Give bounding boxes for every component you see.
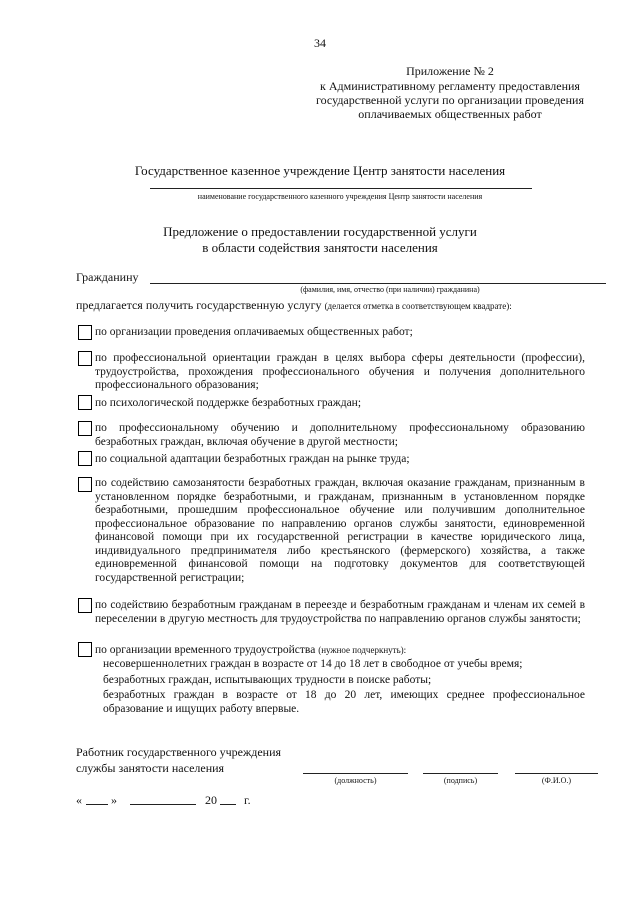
date-open-quote: «	[76, 793, 82, 807]
temporary-employment-item[interactable]: безработных граждан, испытывающих трудности в поиске работы;	[103, 674, 432, 686]
checkbox-self-employment[interactable]	[78, 477, 92, 492]
option-professional-training: по профессиональному обучению и дополнительному профессиональному образованию безработных граждан, включая обучение в другой местности;	[95, 422, 585, 448]
option-relocation: по содействию безработным гражданам в переезде и безработным гражданам и членам их семей в переселении в другую местность для трудоустройства по направлению органов службы занятости;	[95, 599, 585, 625]
checkbox-public-works[interactable]	[78, 325, 92, 340]
date-year-suffix: г.	[244, 793, 251, 807]
appendix-line: оплачиваемых общественных работ	[358, 107, 542, 121]
appendix-line: государственной услуги по организации проведения	[315, 93, 584, 107]
date-close-quote: »	[111, 793, 117, 807]
worker-label: службы занятости населения	[76, 761, 225, 775]
checkbox-social-adaptation[interactable]	[78, 451, 92, 466]
date-month-field[interactable]	[130, 804, 196, 805]
option-social-adaptation: по социальной адаптации безработных граждан на рынке труда;	[95, 453, 410, 465]
temporary-employment-item[interactable]: несовершеннолетних граждан в возрасте от 14 до 18 лет в свободное от учебы время;	[103, 658, 523, 670]
organization-name: Государственное казенное учреждение Центр занятости населения	[134, 163, 506, 178]
intro-note: (делается отметка в соответствующем квадрате):	[324, 301, 512, 311]
organization-rule	[150, 188, 532, 189]
option-public-works: по организации проведения оплачиваемых общественных работ;	[95, 326, 413, 338]
date-day-field[interactable]	[86, 791, 108, 805]
worker-label: Работник государственного учреждения	[76, 745, 282, 759]
fio-field[interactable]	[515, 773, 598, 774]
appendix-line: к Административному регламенту предоставления	[320, 79, 580, 93]
citizen-name-field[interactable]	[150, 283, 606, 284]
temporary-employment-note: (нужное подчеркнуть):	[318, 645, 407, 655]
date-year-prefix: 20	[205, 793, 217, 807]
citizen-caption: (фамилия, имя, отчество (при наличии) гражданина)	[300, 285, 480, 294]
option-temporary-employment	[95, 644, 585, 658]
temporary-employment-item[interactable]: безработных граждан в возрасте от 18 до 20 лет, имеющих среднее профессиональное образование и ищущих работу впервые.	[103, 689, 585, 715]
date-year-field[interactable]	[220, 804, 236, 805]
intro-text: предлагается получить государственную услугу	[76, 298, 322, 312]
temporary-employment-label: по организации временного трудоустройства	[95, 644, 316, 656]
checkbox-psychological-support[interactable]	[78, 395, 92, 410]
checkbox-professional-training[interactable]	[78, 421, 92, 436]
citizen-label: Гражданину	[76, 270, 139, 284]
checkbox-temporary-employment[interactable]	[78, 642, 92, 657]
option-career-guidance: по профессиональной ориентации граждан в целях выбора сферы деятельности (профессии), трудоустройства, прохождения профессионального обучения и получения дополнительного профессионального образования;	[95, 352, 585, 391]
intro-line	[76, 298, 606, 313]
document-subtitle: в области содействия занятости населения	[202, 240, 438, 255]
document-title: Предложение о предоставлении государственной услуги	[163, 224, 477, 239]
signature-caption: (подпись)	[443, 776, 478, 785]
checkbox-career-guidance[interactable]	[78, 351, 92, 366]
position-caption: (должность)	[334, 776, 377, 785]
checkbox-relocation[interactable]	[78, 598, 92, 613]
fio-caption: (Ф.И.О.)	[541, 776, 572, 785]
signature-field[interactable]	[423, 773, 498, 774]
organization-caption: наименование государственного казенного учреждения Центр занятости населения	[197, 192, 483, 201]
appendix-number: Приложение № 2	[406, 64, 494, 78]
option-self-employment: по содействию самозанятости безработных граждан, включая оказание гражданам, признанным в установленном порядке безработными, и гражданам, признанным в установленном порядке безработными, прошедшим профессиональное обучение или получившим дополнительное профессиональное образование по направлению органов службы занятости, единовременной финансовой помощи при их государственной регистрации в качестве юридического лица, индивидуального предпринимателя либо крестьянского (фермерского) хозяйства, а также единовременной финансовой помощи на подготовку документов для соответствующей государственной регистрации;	[95, 477, 585, 584]
option-psychological-support: по психологической поддержке безработных граждан;	[95, 397, 362, 409]
page-number: 34	[314, 36, 326, 50]
position-field[interactable]	[303, 773, 408, 774]
